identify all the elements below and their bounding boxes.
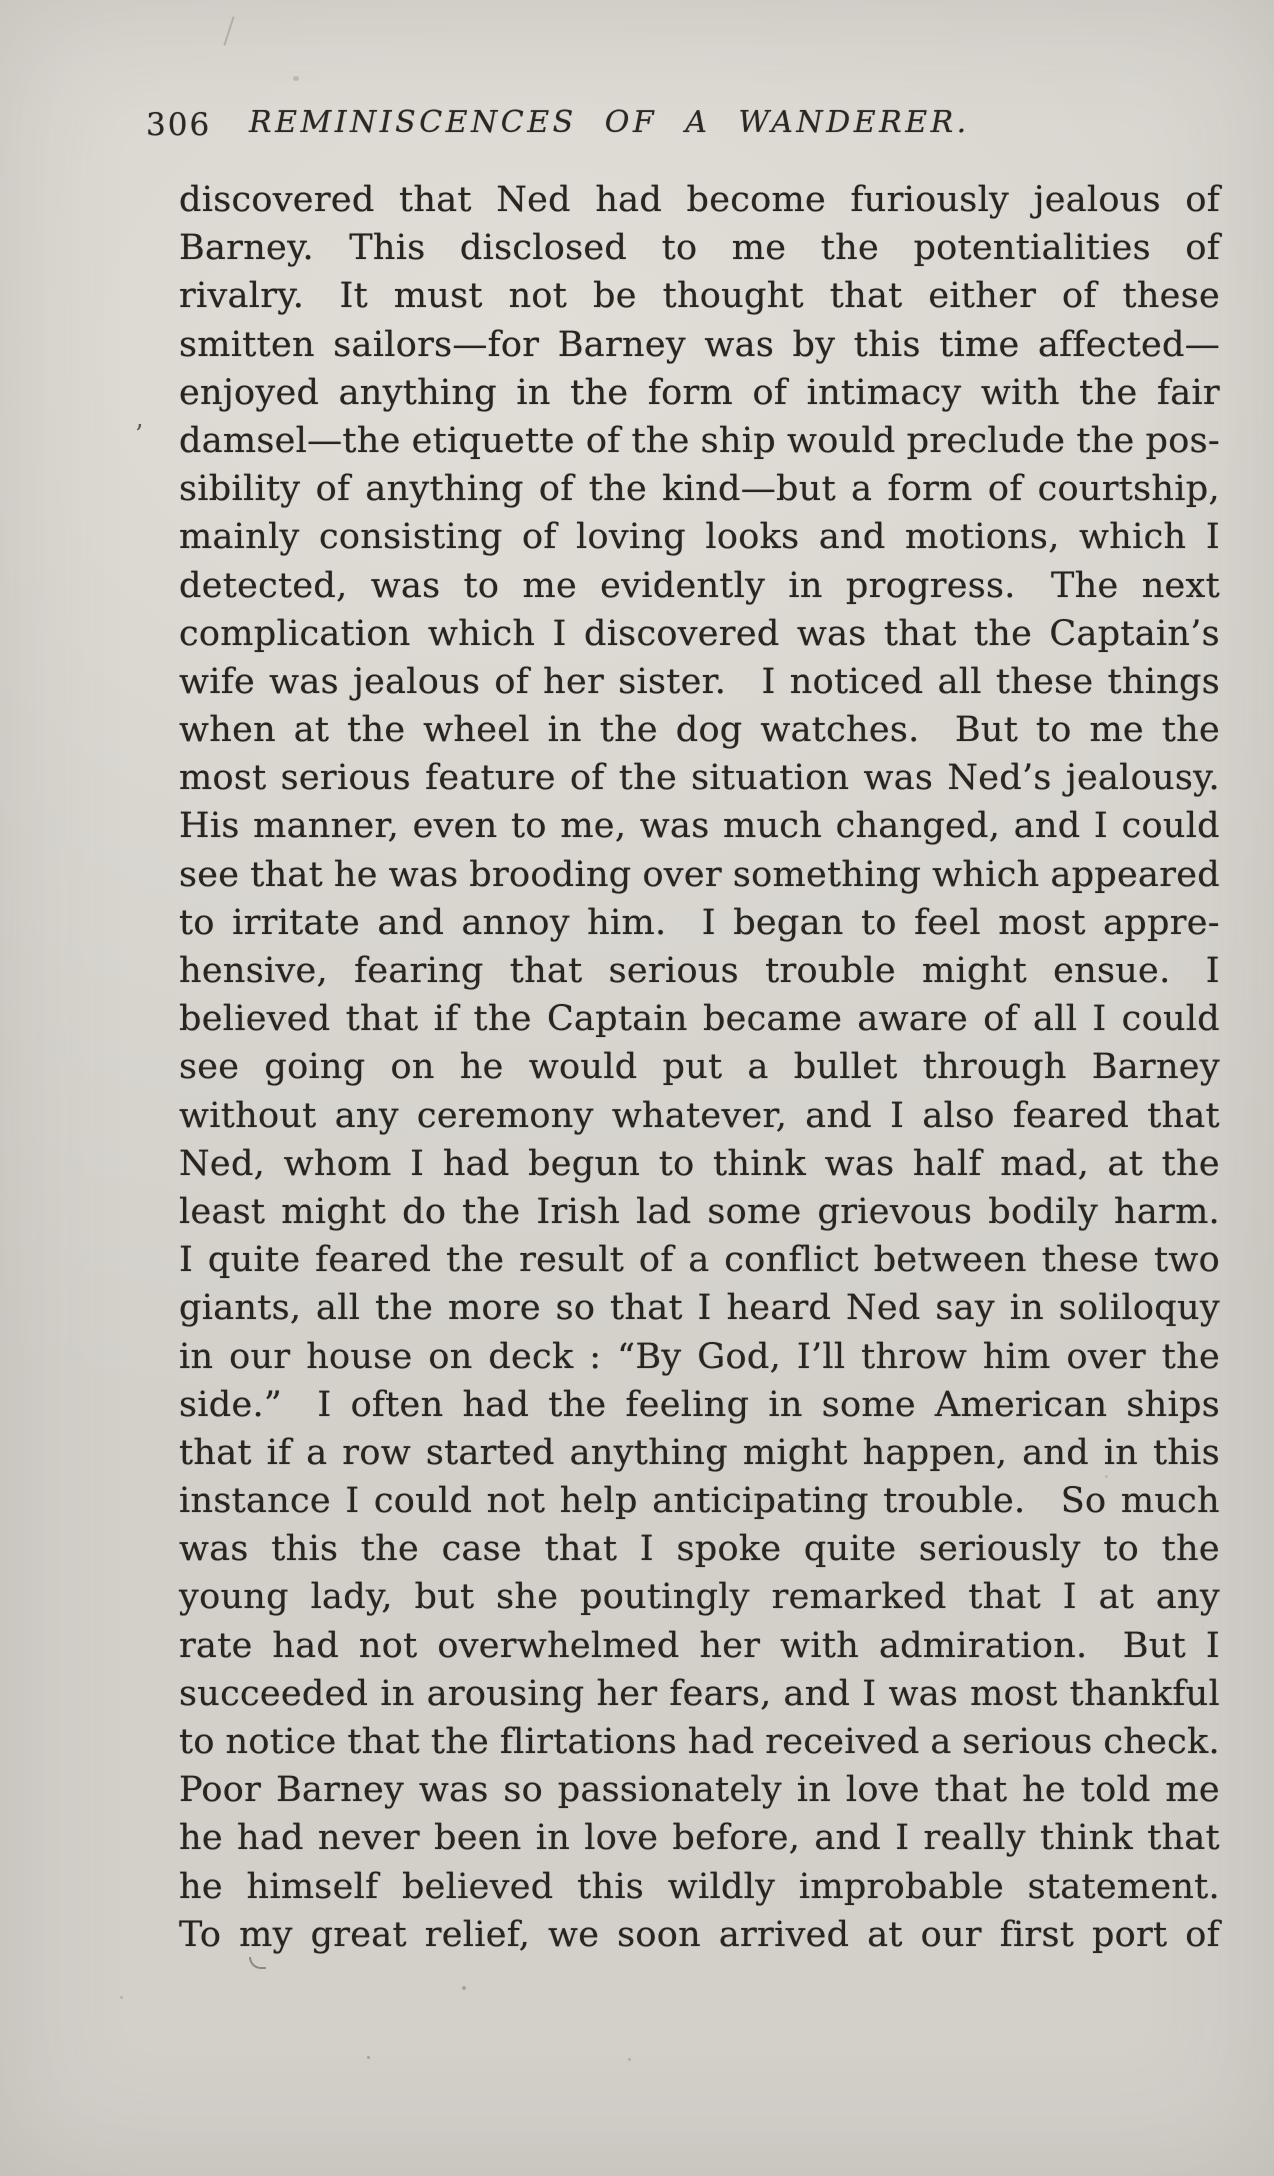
- text-line: hensive, fearing that serious trouble might ensue. I: [179, 951, 1220, 991]
- page-header: [0, 104, 1274, 148]
- text-line: rate had not overwhelmed her with admiration. But I: [179, 1625, 1220, 1666]
- text-line: damsel—the etiquette of the ship would preclude the pos-: [179, 420, 1220, 461]
- text-line: enjoyed anything in the form of intimacy with the fair: [179, 372, 1220, 413]
- running-title: REMINISCENCES OF A WANDERER.: [249, 105, 970, 140]
- text-line: I quite feared the result of a conflict between these two: [179, 1240, 1220, 1281]
- text-line: succeeded in arousing her fears, and I was most thankful: [179, 1673, 1220, 1714]
- ink-speck: [462, 1986, 466, 1990]
- ink-speck: [120, 1996, 123, 1999]
- scan-scratch-mark: [223, 16, 234, 45]
- text-line: smitten sailors—for Barney was by this time affected—: [179, 324, 1220, 365]
- text-line: side.” I often had the feeling in some American ships: [179, 1384, 1220, 1425]
- text-line: see that he was brooding over something which appeared: [179, 854, 1220, 895]
- ink-speck: [293, 76, 299, 81]
- text-line: giants, all the more so that I heard Ned say in soliloquy: [179, 1288, 1220, 1329]
- text-line: without any ceremony whatever, and I also feared that: [179, 1095, 1220, 1136]
- text-line: wife was jealous of her sister. I noticed all these things: [179, 661, 1220, 702]
- text-line: to notice that the flirtations had received a serious check.: [179, 1722, 1220, 1762]
- text-line: when at the wheel in the dog watches. But to me the: [179, 710, 1220, 751]
- ink-speck: [628, 2058, 631, 2061]
- text-line: detected, was to me evidently in progress. The next: [179, 565, 1220, 606]
- text-line: rivalry. It must not be thought that either of these: [179, 276, 1220, 317]
- text-line: Barney. This disclosed to me the potentialities of: [179, 228, 1220, 269]
- text-line: His manner, even to me, was much changed, and I could: [179, 806, 1220, 847]
- marginal-tick-mark: ’: [135, 420, 144, 450]
- text-line: young lady, but she poutingly remarked that I at any: [179, 1577, 1220, 1618]
- ink-speck: [367, 2056, 370, 2059]
- page-number: 306: [146, 107, 212, 143]
- text-line: instance I could not help anticipating trouble. So much: [179, 1481, 1220, 1522]
- text-line: believed that if the Captain became aware of all I could: [179, 999, 1220, 1040]
- text-line: that if a row started anything might happen, and in this: [179, 1432, 1220, 1473]
- body-text: [179, 176, 1220, 1959]
- text-line: he himself believed this wildly improbable statement.: [179, 1866, 1220, 1907]
- pencil-curve-mark: [249, 1957, 266, 1969]
- text-line: was this the case that I spoke quite seriously to the: [179, 1529, 1220, 1570]
- text-line: see going on he would put a bullet through Barney: [179, 1047, 1220, 1088]
- text-line: he had never been in love before, and I really think that: [179, 1818, 1220, 1859]
- text-line: in our house on deck : “By God, I’ll throw him over the: [179, 1336, 1220, 1377]
- text-line: to irritate and annoy him. I began to feel most appre-: [179, 902, 1220, 943]
- text-line: Poor Barney was so passionately in love that he told me: [179, 1770, 1220, 1811]
- text-line: To my great relief, we soon arrived at our first port of: [179, 1914, 1220, 1955]
- text-line: least might do the Irish lad some grievous bodily harm.: [179, 1191, 1220, 1232]
- text-line: mainly consisting of loving looks and motions, which I: [179, 517, 1220, 558]
- text-line: discovered that Ned had become furiously jealous of: [179, 180, 1220, 220]
- text-line: sibility of anything of the kind—but a form of courtship,: [179, 469, 1220, 510]
- text-line: most serious feature of the situation was Ned’s jealousy.: [179, 758, 1220, 799]
- text-line: complication which I discovered was that the Captain’s: [179, 613, 1220, 654]
- text-line: Ned, whom I had begun to think was half mad, at the: [179, 1143, 1220, 1184]
